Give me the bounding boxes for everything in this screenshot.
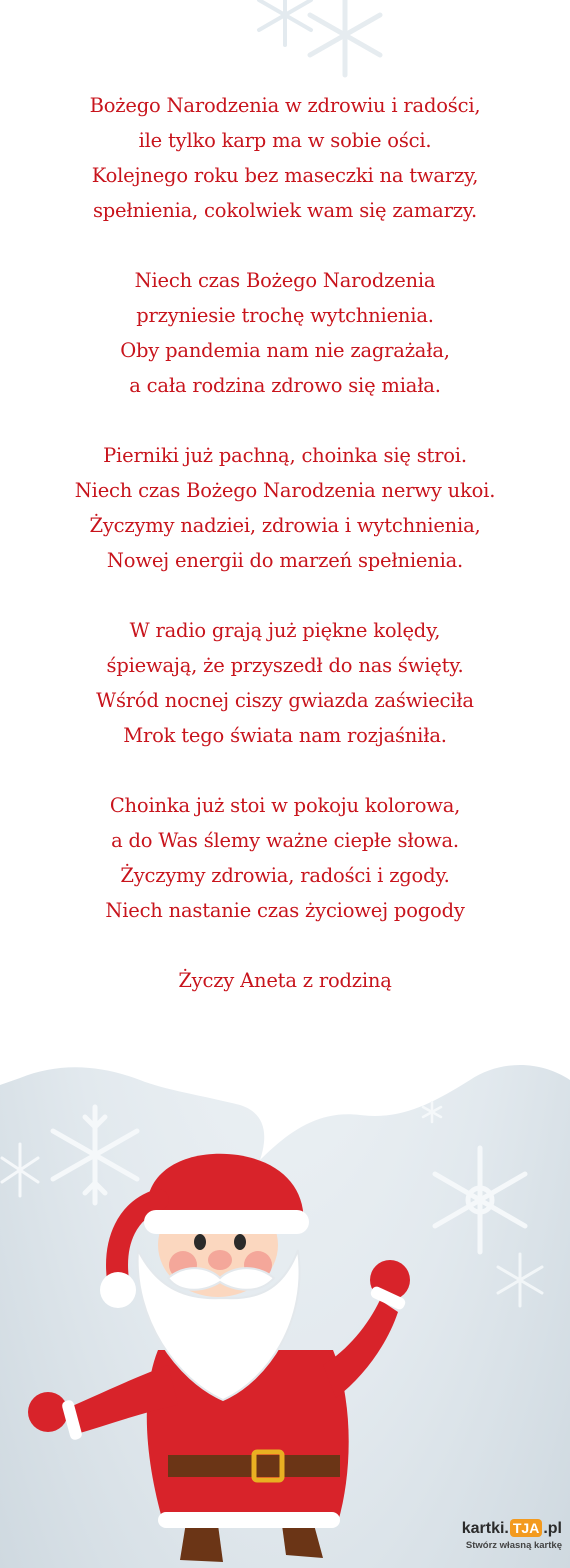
snowflake-icon bbox=[490, 1250, 550, 1310]
snowflake-icon bbox=[420, 1100, 444, 1124]
stanza-gap bbox=[0, 753, 570, 788]
logo-tagline: Stwórz własną kartkę bbox=[465, 1540, 562, 1551]
snowflake-icon bbox=[420, 1140, 540, 1260]
poem-line: Pierniki już pachną, choinka się stroi. bbox=[103, 444, 467, 467]
poem-line: a do Was ślemy ważne ciepłe słowa. bbox=[111, 829, 459, 852]
poem-line: Życzymy zdrowia, radości i zgody. bbox=[120, 864, 450, 887]
greeting-poem bbox=[0, 88, 570, 998]
kartki-tja-logo[interactable] bbox=[450, 1518, 562, 1562]
poem-line: Niech nastanie czas życiowej pogody bbox=[105, 899, 465, 922]
poem-line: Życzy Aneta z rodziną bbox=[178, 969, 392, 992]
logo-text-left: kartki. bbox=[461, 1520, 509, 1537]
stanza-gap bbox=[0, 403, 570, 438]
poem-line: Choinka już stoi w pokoju kolorowa, bbox=[109, 794, 461, 817]
santa-claus-illustration bbox=[18, 1150, 418, 1568]
poem-line: śpiewają, że przyszedł do nas święty. bbox=[106, 654, 464, 677]
poem-line: W radio grają już piękne kolędy, bbox=[129, 619, 441, 642]
poem-line: spełnienia, cokolwiek wam się zamarzy. bbox=[92, 199, 478, 222]
logo-badge: TJA bbox=[510, 1519, 542, 1537]
poem-line: Bożego Narodzenia w zdrowiu i radości, bbox=[89, 94, 481, 117]
stanza-gap bbox=[0, 928, 570, 963]
poem-line: Kolejnego roku bez maseczki na twarzy, bbox=[91, 164, 479, 187]
poem-line: Mrok tego świata nam rozjaśniła. bbox=[123, 724, 447, 747]
poem-line: przyniesie trochę wytchnienia. bbox=[136, 304, 434, 327]
poem-line: ile tylko karp ma w sobie ości. bbox=[138, 129, 432, 152]
poem-line: Niech czas Bożego Narodzenia nerwy ukoi. bbox=[74, 479, 496, 502]
poem-line: Niech czas Bożego Narodzenia bbox=[134, 269, 436, 292]
poem-line: Życzymy nadziei, zdrowia i wytchnienia, bbox=[89, 514, 481, 537]
stanza-gap bbox=[0, 578, 570, 613]
poem-line: Nowej energii do marzeń spełnienia. bbox=[106, 549, 464, 572]
snowflake-icon bbox=[300, 0, 390, 80]
logo-text-right: .pl bbox=[543, 1520, 562, 1537]
stanza-gap bbox=[0, 228, 570, 263]
poem-line: Wśród nocnej ciszy gwiazda zaświeciła bbox=[96, 689, 474, 712]
poem-line: a cała rodzina zdrowo się miała. bbox=[129, 374, 441, 397]
poem-line: Oby pandemia nam nie zagrażała, bbox=[120, 339, 450, 362]
